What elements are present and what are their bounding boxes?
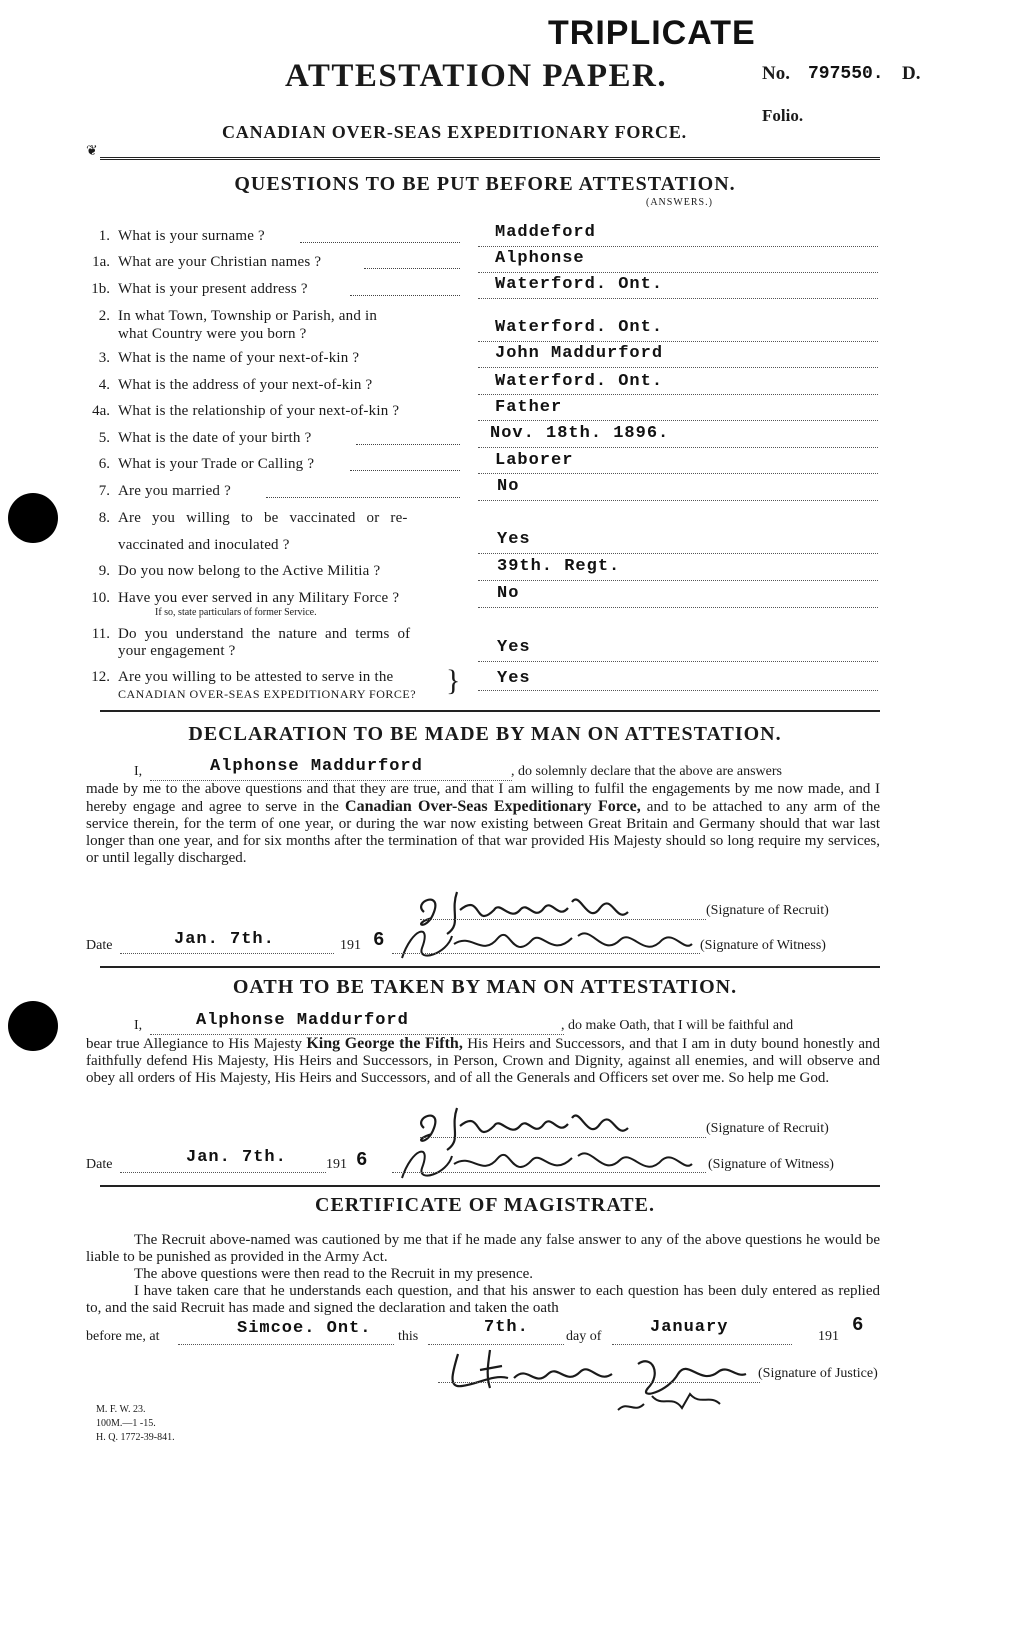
question-text: What is your present address ?	[118, 281, 308, 297]
question-number: 9.	[98, 563, 110, 579]
answer-value: John Maddurford	[495, 344, 664, 363]
declaration-i: I,	[134, 764, 143, 779]
question-number: 1.	[98, 228, 110, 244]
question-number: 7.	[98, 483, 110, 499]
declaration-date-label: Date	[86, 938, 113, 953]
king-name-inline: King George the Fifth,	[306, 1035, 463, 1052]
force-name-inline: Canadian Over-Seas Expeditionary Force,	[345, 798, 641, 815]
certificate-before-label: before me, at	[86, 1329, 160, 1344]
brace-icon: }	[446, 664, 461, 697]
punch-hole-upper	[8, 493, 58, 543]
witness-signature-oath	[392, 1138, 712, 1188]
declaration-date-value: Jan. 7th.	[174, 930, 275, 949]
answer-value: Yes	[497, 669, 531, 688]
answer-line	[478, 447, 878, 448]
certificate-day: 7th.	[484, 1318, 529, 1337]
form-code-line-2: 100M.—1 -15.	[96, 1418, 156, 1429]
pen-mark: ❦	[86, 144, 98, 159]
answer-line	[478, 246, 878, 247]
answers-label: (ANSWERS.)	[646, 197, 713, 208]
oath-body: bear true Allegiance to His Majesty King George the Fifth, His Heirs and Successors, and that I am in duty bound honestly and faithfully defend His Majesty, His Heirs and Successors, in Person, Crown and Dignity, against all enemies, and will observe and obey all orders of His Majesty, His Heirs and Successors, and of all the Generals and Officers set over me. So help me God.	[86, 1035, 881, 1086]
certificate-heading: CERTIFICATE OF MAGISTRATE.	[315, 1194, 655, 1216]
answer-value: Laborer	[495, 451, 574, 470]
question-text: What is the address of your next-of-kin ?	[118, 377, 373, 393]
certificate-paragraph-3: I have taken care that he understands each question, and that his answer to each question has been duly entered as replied to, and the said Recruit has made and signed the declaration and taken the oath	[86, 1283, 880, 1316]
question-number: 4.	[98, 377, 110, 393]
answer-value: No	[497, 584, 520, 603]
answer-value: Yes	[497, 638, 531, 657]
question-text: What is your surname ?	[118, 228, 265, 244]
question-text: In what Town, Township or Parish, and in	[118, 308, 378, 324]
answer-value: Maddeford	[495, 223, 596, 242]
form-code-line-1: M. F. W. 23.	[96, 1404, 146, 1415]
oath-date-line	[120, 1172, 326, 1173]
answer-value: Waterford. Ont.	[495, 275, 664, 294]
question-number: 5.	[98, 430, 110, 446]
declaration-lead: , do solemnly declare that the above are answers	[511, 764, 782, 779]
declaration-date-line	[120, 953, 334, 954]
question-text-cont: CANADIAN OVER-SEAS EXPEDITIONARY FORCE?	[118, 687, 417, 701]
answer-line	[478, 394, 878, 395]
certificate-paragraph-1: The Recruit above-named was cautioned by me that if he made any false answer to any of the above questions he would be liable to be punished as provided in the Army Act.	[86, 1232, 880, 1265]
question-text: Are you married ?	[118, 483, 231, 499]
leader-line	[266, 497, 460, 498]
answer-line	[478, 367, 878, 368]
question-number: 4a.	[92, 403, 110, 419]
answer-value: Nov. 18th. 1896.	[490, 424, 670, 443]
oath-date-label: Date	[86, 1157, 113, 1172]
answer-line	[478, 420, 878, 421]
question-text: Do you now belong to the Active Militia ?	[118, 563, 381, 579]
questions-bottom-rule	[100, 710, 880, 712]
question-text-cont: your engagement ?	[118, 643, 236, 659]
document-title: ATTESTATION PAPER.	[285, 58, 668, 94]
certificate-year-prefix: 191	[818, 1329, 839, 1344]
oath-witness-sig-line	[392, 1172, 706, 1173]
header-rule	[100, 157, 880, 160]
force-name: CANADIAN OVER-SEAS EXPEDITIONARY FORCE.	[222, 122, 687, 142]
question-text: Have you ever served in any Military Force ?	[118, 590, 400, 606]
answer-value: Alphonse	[495, 249, 585, 268]
answer-line	[478, 580, 878, 581]
oath-heading: OATH TO BE TAKEN BY MAN ON ATTESTATION.	[232, 976, 738, 998]
oath-i: I,	[134, 1018, 143, 1033]
declaration-witness-sig-label: (Signature of Witness)	[700, 938, 826, 953]
oath-bottom-rule	[100, 1185, 880, 1187]
question-number: 1a.	[92, 254, 110, 270]
answer-value: Father	[495, 398, 563, 417]
question-text: What is your Trade or Calling ?	[118, 456, 315, 472]
answer-value: Waterford. Ont.	[495, 318, 664, 337]
declaration-heading: DECLARATION TO BE MADE BY MAN ON ATTESTATION.	[188, 723, 782, 745]
question-note: If so, state particulars of former Service.	[155, 607, 317, 618]
oath-year-prefix: 191	[326, 1157, 347, 1172]
answer-line	[478, 661, 878, 662]
witness-signature-declaration	[392, 918, 712, 968]
leader-line	[356, 444, 460, 445]
oath-recruit-sig-label: (Signature of Recruit)	[706, 1121, 829, 1136]
leader-line	[300, 242, 460, 243]
question-text: What is the relationship of your next-of-kin ?	[118, 403, 400, 419]
oath-date-value: Jan. 7th.	[186, 1148, 287, 1167]
justice-signature	[438, 1344, 758, 1414]
justice-sig-label: (Signature of Justice)	[758, 1366, 878, 1381]
declaration-recruit-name: Alphonse Maddurford	[210, 757, 423, 776]
oath-witness-sig-label: (Signature of Witness)	[708, 1157, 834, 1172]
question-text-cont: what Country were you born ?	[118, 326, 307, 342]
triplicate-stamp: TRIPLICATE	[548, 14, 756, 52]
question-text-cont: vaccinated and inoculated ?	[118, 537, 290, 553]
answer-line	[478, 473, 878, 474]
question-number: 12.	[91, 669, 110, 685]
justice-sig-line	[438, 1382, 760, 1383]
question-text: Are you willing to be attested to serve in the	[118, 669, 394, 685]
answer-line	[478, 690, 878, 691]
question-text: What is the date of your birth ?	[118, 430, 312, 446]
question-number: 8.	[98, 510, 110, 526]
oath-year-digit: 6	[356, 1149, 368, 1171]
leader-line	[364, 268, 460, 269]
serial-number-suffix: D.	[902, 63, 921, 84]
certificate-place: Simcoe. Ont.	[237, 1319, 372, 1338]
declaration-year-prefix: 191	[340, 938, 361, 953]
question-number: 10.	[91, 590, 110, 606]
punch-hole-lower	[8, 1001, 58, 1051]
questions-heading: QUESTIONS TO BE PUT BEFORE ATTESTATION.	[234, 173, 736, 195]
answer-value: No	[497, 477, 520, 496]
leader-line	[350, 295, 460, 296]
answer-line	[478, 341, 878, 342]
leader-line	[350, 470, 460, 471]
question-text: What is the name of your next-of-kin ?	[118, 350, 360, 366]
certificate-year-digit: 6	[852, 1314, 864, 1336]
answer-value: Waterford. Ont.	[495, 372, 664, 391]
answer-value: 39th. Regt.	[497, 557, 621, 576]
declaration-year-digit: 6	[373, 929, 385, 951]
question-number: 6.	[98, 456, 110, 472]
certificate-this-label: this	[398, 1329, 419, 1344]
answer-line	[478, 298, 878, 299]
form-code-line-3: H. Q. 1772-39-841.	[96, 1432, 175, 1443]
declaration-bottom-rule	[100, 966, 880, 968]
certificate-paragraph-2: The above questions were then read to the Recruit in my presence.	[134, 1266, 534, 1282]
question-number: 2.	[98, 308, 110, 324]
certificate-place-line	[178, 1344, 394, 1345]
question-number: 3.	[98, 350, 110, 366]
answer-line	[478, 553, 878, 554]
question-text: Are you willing to be vaccinated or re-	[118, 510, 408, 526]
question-number: 11.	[91, 626, 110, 642]
answer-line	[478, 500, 878, 501]
declaration-witness-sig-line	[392, 953, 700, 954]
question-number: 1b.	[91, 281, 110, 297]
question-text: Do you understand the nature and terms of	[118, 626, 411, 642]
oath-lead: , do make Oath, that I will be faithful and	[561, 1018, 794, 1033]
folio-label: Folio.	[762, 106, 804, 125]
answer-line	[478, 272, 878, 273]
serial-number-label: No.	[762, 63, 790, 84]
certificate-month: January	[650, 1318, 729, 1337]
oath-recruit-name: Alphonse Maddurford	[196, 1011, 409, 1030]
declaration-body: made by me to the above questions and that they are true, and that I am willing to fulfil the engagements by me now made, and I hereby engage and agree to serve in the Canadian Over-Seas Expeditionary Force, and to be attached to any arm of the service therein, for the term of one year, or during the war now existing between Great Britain and Germany should that war last longer than one year, and for six months after the termination of that war provided His Majesty should so long require my services, or until legally discharged.	[86, 781, 881, 866]
answer-line	[478, 607, 878, 608]
declaration-recruit-sig-label: (Signature of Recruit)	[706, 903, 829, 918]
certificate-day-of-label: day of	[566, 1329, 602, 1344]
answer-value: Yes	[497, 530, 531, 549]
serial-number-value: 797550.	[808, 64, 884, 84]
question-text: What are your Christian names ?	[118, 254, 322, 270]
